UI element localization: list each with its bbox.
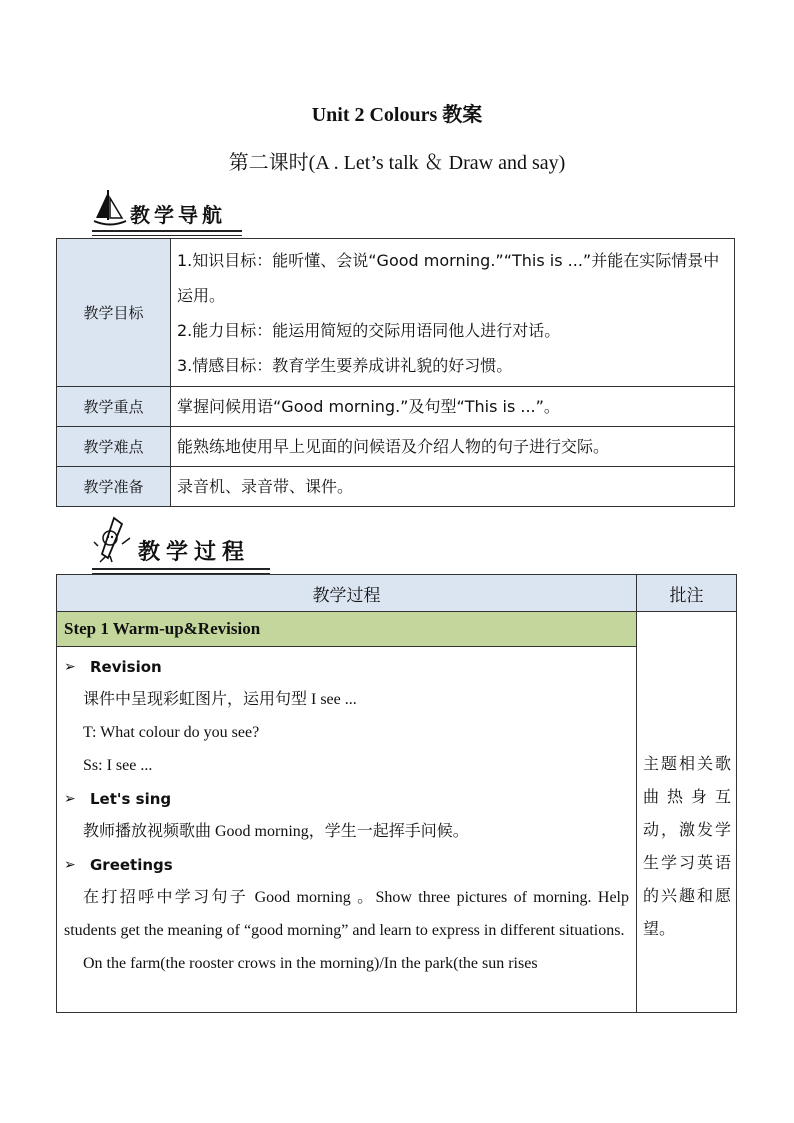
- page-title: Unit 2 Colours 教案: [311, 104, 483, 126]
- table-row: [57, 467, 735, 507]
- row-body: 能熟练地使用早上见面的问候语及介绍人物的句子进行交际。: [171, 427, 735, 467]
- column-header-note: 批注: [637, 575, 737, 612]
- header-rule: [92, 235, 242, 236]
- process-table: [56, 574, 737, 1013]
- step-content: [57, 647, 637, 1013]
- table-row: [57, 387, 735, 427]
- goal-line: 1.知识目标：能听懂、会说“Good morning.”“This is ...”并能在实际情景中运用。: [177, 250, 720, 305]
- arrow-bullet-icon: ➢: [64, 856, 76, 873]
- column-header-process: 教学过程: [57, 575, 637, 612]
- row-head: 教学重点: [57, 387, 171, 427]
- row-head: 教学难点: [57, 427, 171, 467]
- bullet-label: Greetings: [90, 855, 173, 874]
- note-cell: 主题相关歌曲热身互动，激发学生学习英语的兴趣和愿望。: [637, 612, 737, 1013]
- nav-section-label: 教学导航: [130, 203, 226, 227]
- arrow-bullet-icon: ➢: [64, 790, 76, 807]
- sailboat-icon: [92, 188, 128, 228]
- content-paragraph: 在打招呼中学习句子 Good morning 。Show three pictures of morning. Help students get the meaning of “good morning” and learn to express in different situations.: [64, 889, 629, 939]
- bullet-revision: [64, 650, 629, 683]
- goal-line: 3.情感目标：教育学生要养成讲礼貌的好习惯。: [177, 355, 513, 375]
- process-section-label: 教学过程: [138, 540, 251, 565]
- table-row: [57, 612, 737, 647]
- arrow-bullet-icon: ➢: [64, 658, 76, 675]
- page-subtitle: 第二课时(A . Let’s talk ＆ Draw and say): [228, 152, 566, 174]
- header-rule: [92, 230, 242, 232]
- row-head: 教学目标: [57, 239, 171, 387]
- row-head: 教学准备: [57, 467, 171, 507]
- content-line: 课件中呈现彩虹图片，运用句型 I see ...: [83, 691, 357, 708]
- process-section-header: [92, 516, 272, 566]
- nav-section-header: [92, 186, 248, 228]
- bullet-greetings: [64, 848, 629, 881]
- pencil-mascot-icon: [92, 516, 136, 566]
- row-body: 掌握问候用语“Good morning.”及句型“This is ...”。: [171, 387, 735, 427]
- row-body: [171, 239, 735, 387]
- step-title: Step 1 Warm-up&Revision: [57, 612, 637, 647]
- table-row: [57, 427, 735, 467]
- info-table: [56, 238, 735, 507]
- table-header-row: [57, 575, 737, 612]
- table-row: [57, 239, 735, 387]
- header-rule: [92, 568, 270, 570]
- content-line: Ss: I see ...: [83, 757, 153, 774]
- row-body: 录音机、录音带、课件。: [171, 467, 735, 507]
- bullet-label: Revision: [90, 657, 162, 676]
- content-line: T: What colour do you see?: [83, 724, 260, 741]
- table-row: [57, 647, 737, 1013]
- goal-line: 2.能力目标：能运用简短的交际用语同他人进行对话。: [177, 320, 561, 340]
- bullet-label: Let's sing: [90, 789, 172, 808]
- content-line: 教师播放视频歌曲 Good morning，学生一起挥手问候。: [83, 823, 469, 840]
- content-line: On the farm(the rooster crows in the morning)/In the park(the sun rises: [83, 955, 538, 972]
- bullet-lets-sing: [64, 782, 629, 815]
